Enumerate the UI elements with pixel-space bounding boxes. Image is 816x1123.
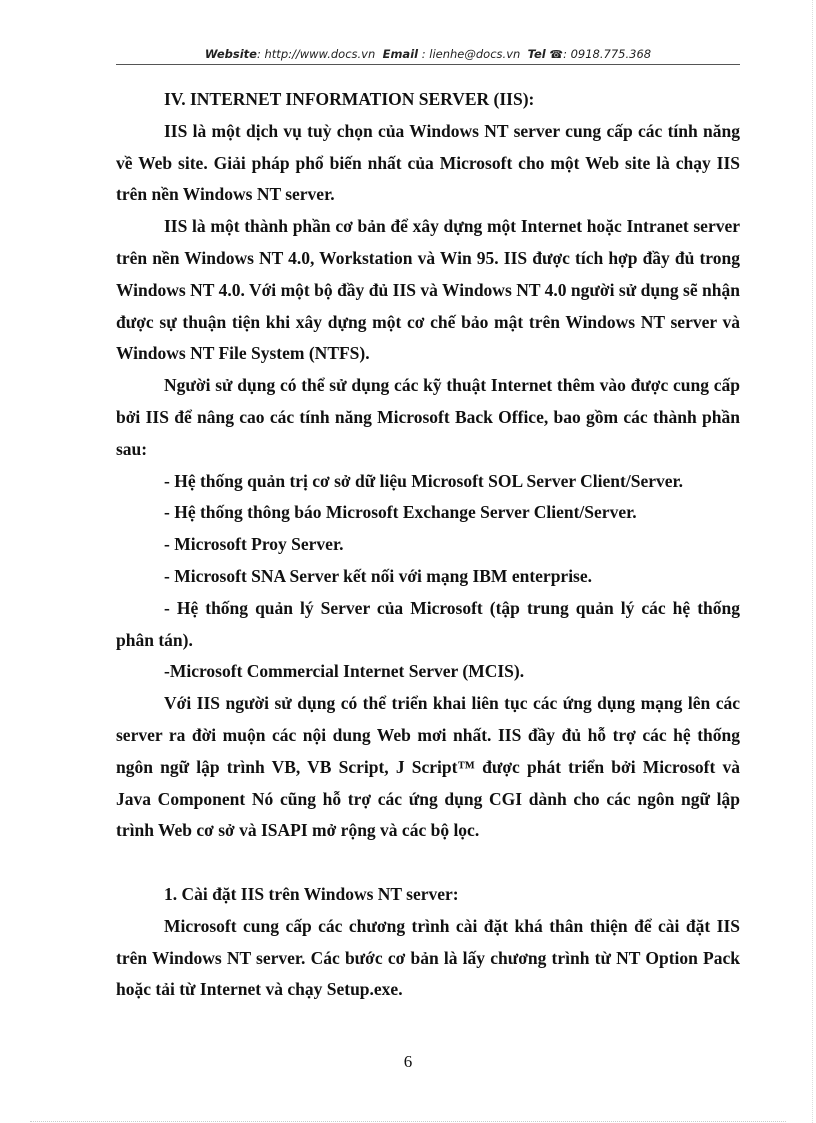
paragraph-4: Với IIS người sử dụng có thể triển khai liên tục các ứng dụng mạng lên các server ra đời muộn các nội dung Web mơi nhất. IIS đầy đủ hỗ trợ các hệ thống ngôn ngữ lập trình VB, VB Script, J Script™ được phát triển bởi Microsoft và Java Component Nó cũng hỗ trợ các ứng dụng CGI dành cho các ngôn ngữ lập trình Web cơ sở và ISAPI mở rộng và các bộ lọc. [116,693,740,841]
website-label: Website [204,47,257,61]
blank-line [116,847,740,879]
section-heading: IV. INTERNET INFORMATION SERVER (IIS): [164,89,535,109]
paragraph-2: IIS là một thành phần cơ bản để xây dựng một Internet hoặc Intranet server trên nền Windows NT 4.0, Workstation và Win 95. IIS được tích hợp đầy đủ trong Windows NT 4.0. Với một bộ đầy đủ IIS và Windows NT 4.0 người sử dụng sẽ nhận được sự thuận tiện khi xây dựng một cơ chế bảo mật trên Windows NT server và Windows NT File System (NTFS). [116,216,740,364]
email-label: Email [382,47,419,61]
paragraph-5: Microsoft cung cấp các chương trình cài đặt khá thân thiện để cài đặt IIS trên Windows NT server. Các bước cơ bản là lấy chương trình từ NT Option Pack hoặc tải từ Internet và chạy Setup.exe. [116,915,740,1000]
list-item: - Microsoft SNA Server kết nối với mạng IBM enterprise. [164,565,593,586]
list-item: - Hệ thống quản lý Server của Microsoft (tập trung quản lý các hệ thống phân tán). [116,597,740,650]
page-header [116,47,740,61]
header-divider [116,64,740,65]
right-dotted-border [812,0,813,1123]
phone-icon: ☎ [549,48,564,61]
list-item: - Hệ thống quản trị cơ sở dữ liệu Microsoft SOL Server Client/Server. [164,470,684,491]
subsection-heading: 1. Cài đặt IIS trên Windows NT server: [164,883,459,904]
list-item: - Microsoft Proy Server. [164,534,344,555]
email-value: : lienhe@docs.vn [421,47,521,61]
bottom-dotted-border [30,1121,786,1122]
tel-value: : 0918.775.368 [563,47,652,61]
list-item: -Microsoft Commercial Internet Server (MCIS). [164,661,525,682]
paragraph-3: Người sử dụng có thể sử dụng các kỹ thuật Internet thêm vào được cung cấp bởi IIS để nâng cao các tính năng Microsoft Back Office, bao gồm các thành phần sau: [116,375,740,459]
page-number: 6 [403,1052,413,1071]
list-item: - Hệ thống thông báo Microsoft Exchange Server Client/Server. [164,502,637,523]
document-body [116,84,740,1006]
website-url: : http://www.docs.vn [256,47,376,61]
paragraph-1: IIS là một dịch vụ tuỳ chọn của Windows NT server cung cấp các tính năng về Web site. Giải pháp phổ biến nhất của Microsoft cho một Web site là chạy IIS trên nền Windows NT server. [116,120,740,205]
tel-label: Tel [527,47,546,61]
